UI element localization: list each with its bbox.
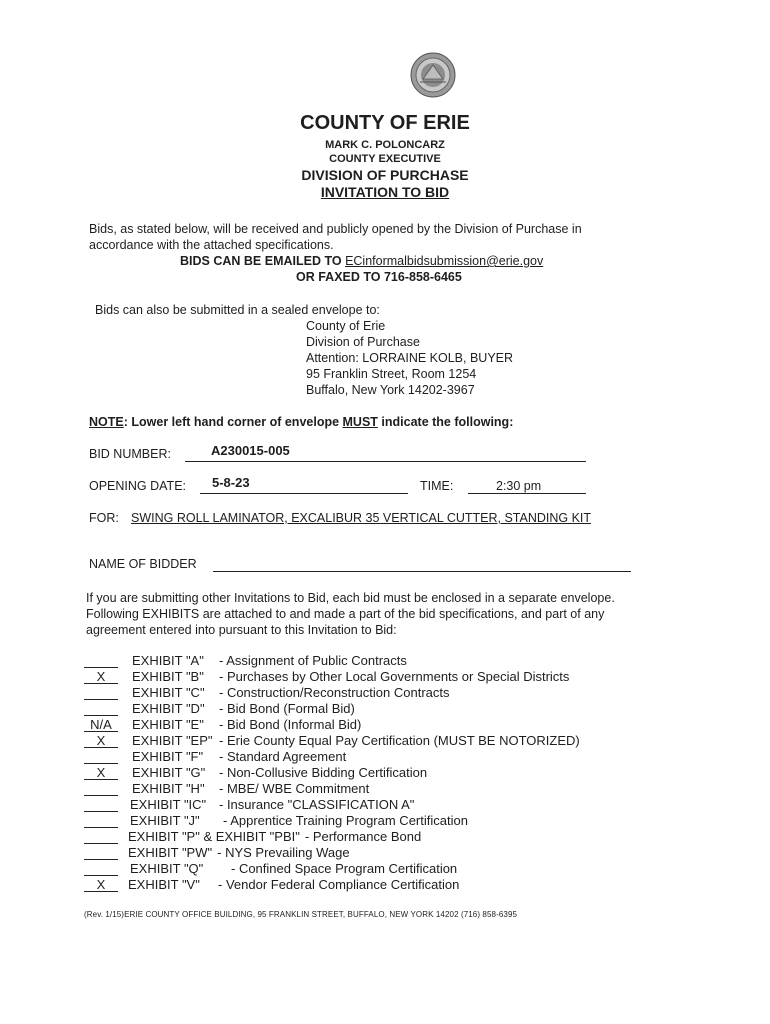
exhibit-checkbox (84, 829, 118, 844)
exhibit-label: EXHIBIT "Q" (130, 861, 204, 876)
exhibit-description: - Confined Space Program Certification (231, 861, 458, 876)
exhibit-label: EXHIBIT "H" (132, 781, 205, 796)
exhibit-label: EXHIBIT "V" (128, 877, 200, 892)
opening-date-label: OPENING DATE: (89, 479, 187, 493)
email-link[interactable]: ECinformalbidsubmission@erie.gov (345, 254, 544, 268)
exhibit-checkbox: X (84, 877, 118, 892)
exhibit-label: EXHIBIT "D" (132, 701, 205, 716)
for-label: FOR: (89, 511, 119, 525)
exhibit-checkbox (84, 813, 118, 828)
exhibit-label: EXHIBIT "EP" (132, 733, 213, 748)
email-instructions: BIDS CAN BE EMAILED TO ECinformalbidsubmission@erie.gov (180, 254, 544, 268)
exhibit-checkbox: X (84, 733, 118, 748)
exhibit-checkbox (84, 797, 118, 812)
exhibit-label: EXHIBIT "IC" (130, 797, 207, 812)
bidder-line (213, 571, 631, 572)
footer-address: (Rev. 1/15)ERIE COUNTY OFFICE BUILDING, 95 FRANKLIN STREET, BUFFALO, NEW YORK 14202 (716) 858-6395 (84, 910, 518, 919)
executive-title: COUNTY EXECUTIVE (329, 153, 441, 165)
exhibits-intro-1: If you are submitting other Invitations to Bid, each bid must be enclosed in a separate envelope. (86, 591, 615, 605)
exhibit-description: - Erie County Equal Pay Certification (MUST BE NOTORIZED) (219, 733, 580, 748)
exhibit-checkbox (84, 701, 118, 716)
exhibits-intro-2: Following EXHIBITS are attached to and made a part of the bid specifications, and part of any (86, 607, 605, 621)
time-label: TIME: (420, 479, 454, 493)
address-line: Division of Purchase (306, 335, 420, 349)
exhibit-description: - Construction/Reconstruction Contracts (219, 685, 450, 700)
exhibit-label: EXHIBIT "J" (130, 813, 200, 828)
exhibit-label: EXHIBIT "G" (132, 765, 206, 780)
document-type: INVITATION TO BID (320, 184, 450, 200)
exhibit-checkbox: X (84, 765, 118, 780)
envelope-note: NOTE: Lower left hand corner of envelope MUST indicate the following: (89, 415, 514, 429)
exhibit-label: EXHIBIT "A" (132, 653, 204, 668)
exhibit-description: - Bid Bond (Informal Bid) (219, 717, 362, 732)
division-title: DIVISION OF PURCHASE (301, 167, 469, 183)
time-value: 2:30 pm (496, 479, 542, 493)
county-seal-icon (410, 52, 456, 98)
exhibit-checkbox (84, 749, 118, 764)
exhibit-label: EXHIBIT "C" (132, 685, 205, 700)
exhibit-checkbox (84, 781, 118, 796)
executive-name: MARK C. POLONCARZ (325, 139, 445, 151)
fax-instructions: OR FAXED TO 716-858-6465 (296, 270, 462, 284)
address-line: Attention: LORRAINE KOLB, BUYER (306, 351, 514, 365)
exhibit-label: EXHIBIT "E" (132, 717, 204, 732)
for-value: SWING ROLL LAMINATOR, EXCALIBUR 35 VERTICAL CUTTER, STANDING KIT (131, 511, 592, 525)
exhibit-checkbox (84, 861, 118, 876)
exhibit-checkbox: X (84, 669, 118, 684)
address-line: County of Erie (306, 319, 386, 333)
address-line: Buffalo, New York 14202-3967 (306, 383, 475, 397)
exhibit-label: EXHIBIT "F" (132, 749, 204, 764)
exhibit-checkbox (84, 845, 118, 860)
exhibit-checkbox (84, 685, 118, 700)
intro-line-1: Bids, as stated below, will be received and publicly opened by the Division of Purchase in (89, 222, 582, 236)
exhibit-description: - Vendor Federal Compliance Certification (218, 877, 460, 892)
exhibit-checkbox: N/A (84, 717, 118, 732)
exhibit-description: - Performance Bond (304, 829, 422, 844)
exhibit-description: - Standard Agreement (219, 749, 347, 764)
opening-date-line (200, 493, 408, 494)
exhibit-description: - Insurance "CLASSIFICATION A" (219, 797, 415, 812)
opening-date-value: 5-8-23 (212, 475, 250, 490)
intro-line-2: accordance with the attached specifications. (89, 238, 334, 252)
exhibit-description: - Non-Collusive Bidding Certification (219, 765, 428, 780)
exhibit-description: - Assignment of Public Contracts (219, 653, 407, 668)
exhibit-label: EXHIBIT "B" (132, 669, 204, 684)
bidder-label: NAME OF BIDDER (89, 557, 197, 571)
exhibit-description: - Apprentice Training Program Certification (223, 813, 468, 828)
exhibit-description: - Purchases by Other Local Governments or Special Districts (219, 669, 570, 684)
mail-lead: Bids can also be submitted in a sealed envelope to: (95, 303, 380, 317)
exhibit-checkbox (84, 653, 118, 668)
bid-number-label: BID NUMBER: (89, 447, 171, 461)
county-title: COUNTY OF ERIE (300, 112, 470, 134)
exhibit-label: EXHIBIT "P" & EXHIBIT "PBI" (128, 829, 300, 844)
bid-number-value: A230015-005 (211, 443, 290, 458)
exhibit-description: - NYS Prevailing Wage (217, 845, 350, 860)
exhibit-description: - Bid Bond (Formal Bid) (219, 701, 355, 716)
bid-number-line (185, 461, 586, 462)
address-line: 95 Franklin Street, Room 1254 (306, 367, 477, 381)
exhibit-label: EXHIBIT "PW" (128, 845, 213, 860)
exhibit-description: - MBE/ WBE Commitment (219, 781, 370, 796)
exhibits-intro-3: agreement entered into pursuant to this Invitation to Bid: (86, 623, 397, 637)
time-line (468, 493, 586, 494)
